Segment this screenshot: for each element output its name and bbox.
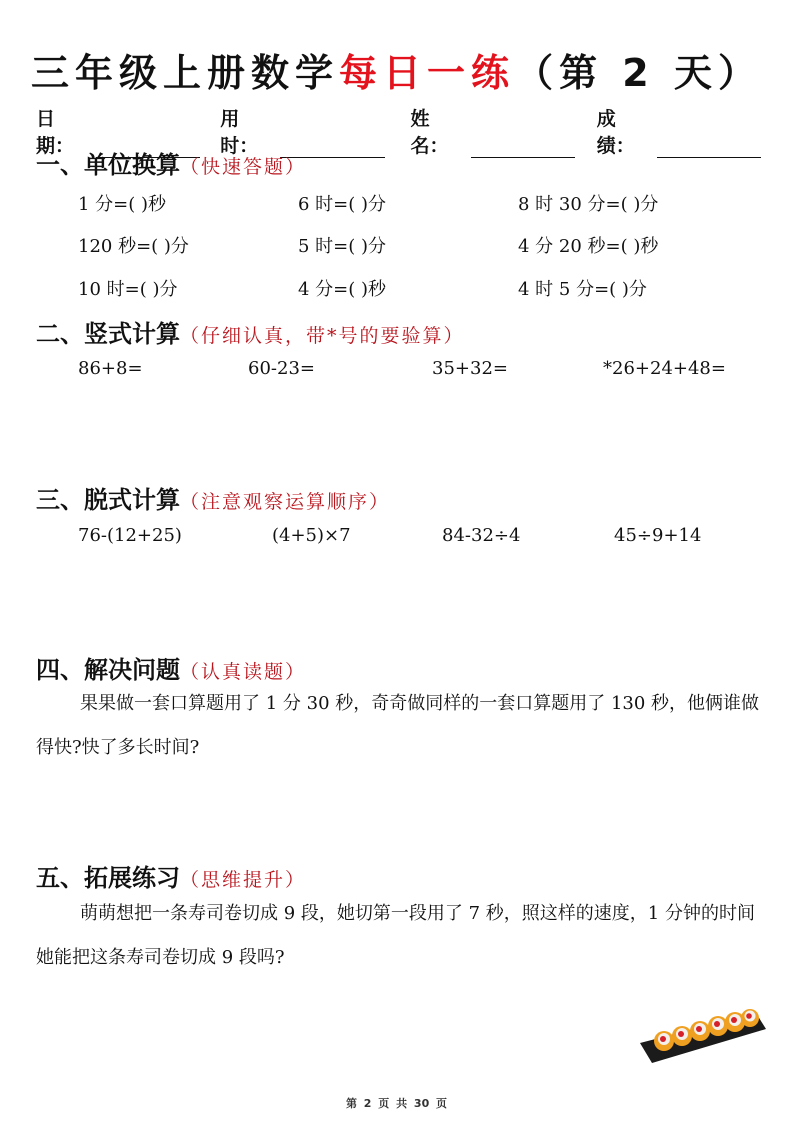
name-label: 姓名： bbox=[410, 108, 449, 157]
page-title bbox=[0, 42, 793, 97]
score-label: 成绩： bbox=[596, 108, 635, 157]
conversion-item: 120 秒=( )分 bbox=[78, 236, 189, 257]
conversion-item: 4 分 20 秒=( )秒 bbox=[518, 236, 659, 257]
section-3-hint: （注意观察运算顺序） bbox=[180, 491, 391, 513]
section-3-title: 三、脱式计算 bbox=[36, 486, 180, 514]
problem-text bbox=[36, 892, 761, 980]
conversion-item: 4 分=( )秒 bbox=[298, 279, 387, 300]
section-5-heading bbox=[36, 858, 306, 893]
vertical-calc-item: 35+32= bbox=[432, 358, 508, 379]
vertical-calc-item: *26+24+48= bbox=[603, 358, 726, 379]
section-4-hint: （认真读题） bbox=[180, 661, 307, 683]
page-number: 第 2 页 共 30 页 bbox=[345, 1097, 448, 1110]
name-field bbox=[411, 104, 575, 158]
vertical-calc-item: 60-23= bbox=[248, 358, 315, 379]
step-calc-item: 84-32÷4 bbox=[442, 525, 521, 546]
title-main: 三年级上册数学 bbox=[31, 51, 340, 95]
section-1-heading bbox=[36, 145, 306, 180]
sushi-plate-icon bbox=[638, 1003, 768, 1065]
date-label: 日期： bbox=[36, 108, 75, 157]
problem-5-text: 萌萌想把一条寿司卷切成 9 段，她切第一段用了 7 秒，照这样的速度，1 分钟的时间她能把这条寿司卷切成 9 段吗? bbox=[36, 903, 755, 968]
section-4-title: 四、解决问题 bbox=[36, 656, 180, 684]
title-highlight: 每日一练 bbox=[339, 51, 516, 95]
conversion-item: 6 时=( )分 bbox=[298, 194, 387, 215]
step-calc-item: (4+5)×7 bbox=[272, 525, 351, 546]
problem-4-text: 果果做一套口算题用了 1 分 30 秒，奇奇做同样的一套口算题用了 130 秒，他俩谁做得快?快了多长时间? bbox=[36, 693, 760, 758]
section-2-title: 二、竖式计算 bbox=[36, 320, 180, 348]
section-2-heading bbox=[36, 314, 465, 349]
conversion-item: 1 分=( )秒 bbox=[78, 194, 167, 215]
step-calc-item: 76-(12+25) bbox=[78, 525, 182, 546]
section-3-heading bbox=[36, 480, 390, 515]
section-2-hint: （仔细认真，带*号的要验算） bbox=[180, 325, 465, 347]
vertical-calc-item: 86+8= bbox=[78, 358, 143, 379]
section-5-hint: （思维提升） bbox=[180, 869, 307, 891]
conversion-item: 4 时 5 分=( )分 bbox=[518, 279, 647, 300]
step-calc-item: 45÷9+14 bbox=[614, 525, 702, 546]
title-day: （第 2 天） bbox=[515, 51, 762, 95]
score-field bbox=[597, 104, 761, 158]
name-blank[interactable] bbox=[471, 137, 575, 158]
problem-text bbox=[36, 682, 761, 770]
section-5-title: 五、拓展练习 bbox=[36, 864, 180, 892]
section-1-hint: （快速答题） bbox=[180, 156, 307, 178]
conversion-item: 5 时=( )分 bbox=[298, 236, 387, 257]
section-4-heading bbox=[36, 650, 306, 685]
time-used-label: 用时： bbox=[220, 108, 259, 157]
conversion-item: 10 时=( )分 bbox=[78, 279, 178, 300]
section-1-title: 一、单位换算 bbox=[36, 151, 180, 179]
conversion-item: 8 时 30 分=( )分 bbox=[518, 194, 659, 215]
score-blank[interactable] bbox=[657, 137, 761, 158]
